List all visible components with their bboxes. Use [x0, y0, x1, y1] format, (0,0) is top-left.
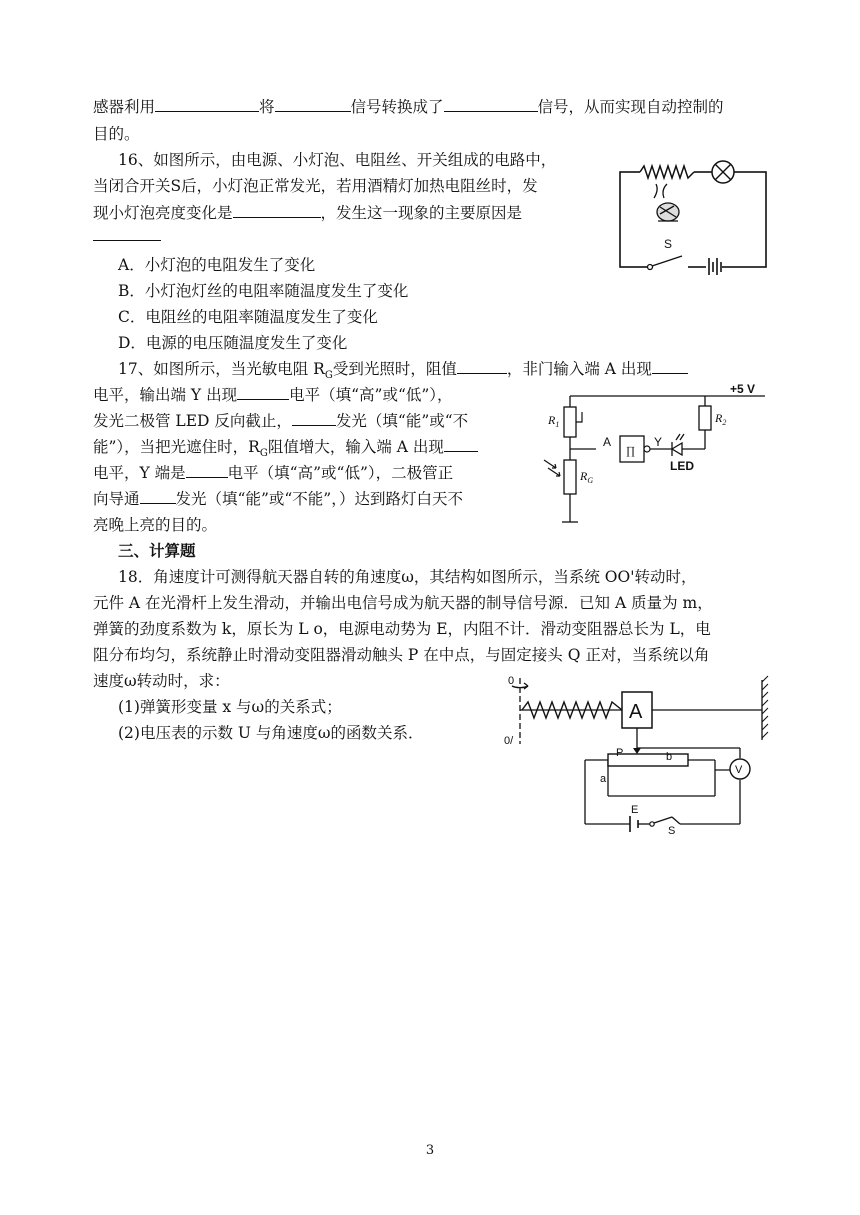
- rg-label: $R_G$: [580, 469, 594, 485]
- q16-line-1: 16、如图所示，由电源、小灯泡、电阻丝、开关组成的电路中，: [118, 151, 557, 169]
- r1-resistor-icon: [564, 407, 576, 437]
- light-arrows-icon: [544, 460, 560, 476]
- q16-line-2: 当闭合开关S后，小灯泡正常发光，若用酒精灯加热电阻丝时，发: [93, 177, 538, 195]
- slider-p-label: P: [616, 747, 624, 759]
- blank: [444, 97, 538, 112]
- q17-line-7: 亮晚上亮的目的。: [93, 516, 218, 534]
- blank: [186, 463, 228, 478]
- subscript: G: [259, 448, 268, 460]
- subscript: G: [324, 370, 333, 382]
- vcc-label: +5 V: [730, 382, 756, 396]
- terminal-b-label: b: [666, 751, 673, 763]
- q16-option-c: C．电阻丝的电阻率随温度发生了变化: [118, 308, 378, 326]
- q17-line-2: [93, 385, 453, 405]
- q16-line-3: [93, 203, 522, 223]
- text: 发光二极管 LED 反向截止，: [93, 412, 292, 430]
- text: 发光（填“能”或“不能”，）达到路灯白天不: [175, 490, 463, 508]
- voltmeter-label: V: [735, 764, 743, 776]
- blank: [652, 359, 688, 374]
- alcohol-lamp-icon: [654, 184, 679, 221]
- r2-resistor-icon: [699, 406, 711, 430]
- text: 电平，输出端 Y 出现: [93, 386, 238, 404]
- page-number: 3: [425, 1143, 435, 1158]
- q16-option-d: D．电源的电压随温度发生了变化: [118, 334, 348, 352]
- q18-line-2: 元件 A 在光滑杆上发生滑动，并输出电信号成为航天器的制导信号源．已知 A 质量为 m，: [93, 594, 713, 612]
- q16-line-4: [93, 226, 161, 246]
- q17-line-3: [93, 411, 468, 431]
- continuation-line-2: 目的。: [93, 125, 140, 143]
- switch-icon: [650, 822, 654, 826]
- blank: [275, 97, 351, 112]
- section-heading-calculation: 三、计算题: [118, 541, 196, 560]
- q18-line-5: 速度ω转动时，求：: [93, 672, 230, 690]
- svg-text:∏: ∏: [626, 445, 636, 457]
- q17-line-5: [93, 463, 453, 483]
- continuation-line-1: [93, 97, 724, 117]
- text: 现小灯泡亮度变化是: [93, 204, 233, 222]
- text: 感器利用: [93, 98, 156, 116]
- element-a-label: A: [629, 701, 643, 723]
- blank: [155, 97, 259, 112]
- axis-o-label: 0: [508, 675, 515, 687]
- input-a-label: A: [603, 435, 612, 449]
- text: ，非门输入端 A 出现: [506, 360, 652, 378]
- text: 电平，Y 端是: [93, 464, 186, 482]
- blank: [457, 359, 507, 374]
- output-y-label: Y: [654, 435, 663, 449]
- q18-part-1: (1)弹簧形变量 x 与ω的关系式；: [118, 698, 342, 716]
- photoresistor-icon: [564, 460, 576, 494]
- text: ，发生这一现象的主要原因是: [320, 204, 523, 222]
- q16-circuit-diagram: [612, 150, 772, 275]
- q16-option-b: B．小灯泡灯丝的电阻率随温度发生了变化: [118, 282, 409, 300]
- r1-label: $R_1$: [548, 413, 560, 429]
- wall-hatch-icon: [762, 676, 768, 738]
- text: 电平（填“高”或“低”），: [289, 386, 453, 404]
- q18-line-4: 阻分布均匀，系统静止时滑动变阻器滑动触头 P 在中点，与固定接头 Q 正对，当系统以角: [93, 646, 710, 664]
- q17-line-6: [93, 489, 463, 509]
- battery-e-label: E: [631, 804, 639, 816]
- blank: [444, 437, 478, 452]
- q16-option-a: A．小灯泡的电阻发生了变化: [118, 256, 316, 274]
- text: 电平（填“高”或“低”），二极管正: [227, 464, 454, 482]
- r2-label: $R_2$: [715, 411, 727, 427]
- axis-o-prime-label: 0/: [504, 735, 514, 747]
- q18-angular-velocity-diagram: [500, 672, 770, 834]
- text: 向导通: [93, 490, 140, 508]
- blank: [233, 203, 321, 218]
- text: 能”），当把光遮住时，R: [93, 438, 260, 456]
- q18-line-1: 18．角速度计可测得航天器自转的角速度ω，其结构如图所示，当系统 OO'转动时，: [118, 568, 697, 586]
- blank: [140, 489, 176, 504]
- text: 阻值增大，输入端 A 出现: [267, 438, 444, 456]
- led-icon: [672, 434, 684, 456]
- circuit-loop: [620, 172, 766, 267]
- terminal-a-label: a: [600, 773, 607, 785]
- text: 信号转换成了: [350, 98, 444, 116]
- switch-label: S: [664, 237, 673, 251]
- text: 发光（填“能”或“不: [335, 412, 469, 430]
- q18-part-2: (2)电压表的示数 U 与角速度ω的函数关系．: [118, 724, 424, 742]
- switch-s-label: S: [668, 825, 676, 834]
- text: 信号，从而实现自动控制的: [537, 98, 724, 116]
- q17-circuit-diagram: [540, 374, 765, 526]
- blank: [237, 385, 289, 400]
- battery-icon: [630, 816, 638, 832]
- q18-line-3: 弹簧的劲度系数为 k，原长为 L o，电源电动势为 E，内阻不计．滑动变阻器总长为 L，电: [93, 620, 711, 638]
- text: 17、如图所示，当光敏电阻 R: [118, 360, 325, 378]
- blank: [292, 411, 336, 426]
- blank: [93, 226, 161, 241]
- led-label: LED: [670, 459, 694, 473]
- q17-line-4: [93, 437, 478, 464]
- text: 将: [259, 98, 275, 116]
- switch-icon: [648, 265, 653, 270]
- text: 受到光照时，阻值: [332, 360, 457, 378]
- slider-p-icon: [633, 748, 641, 754]
